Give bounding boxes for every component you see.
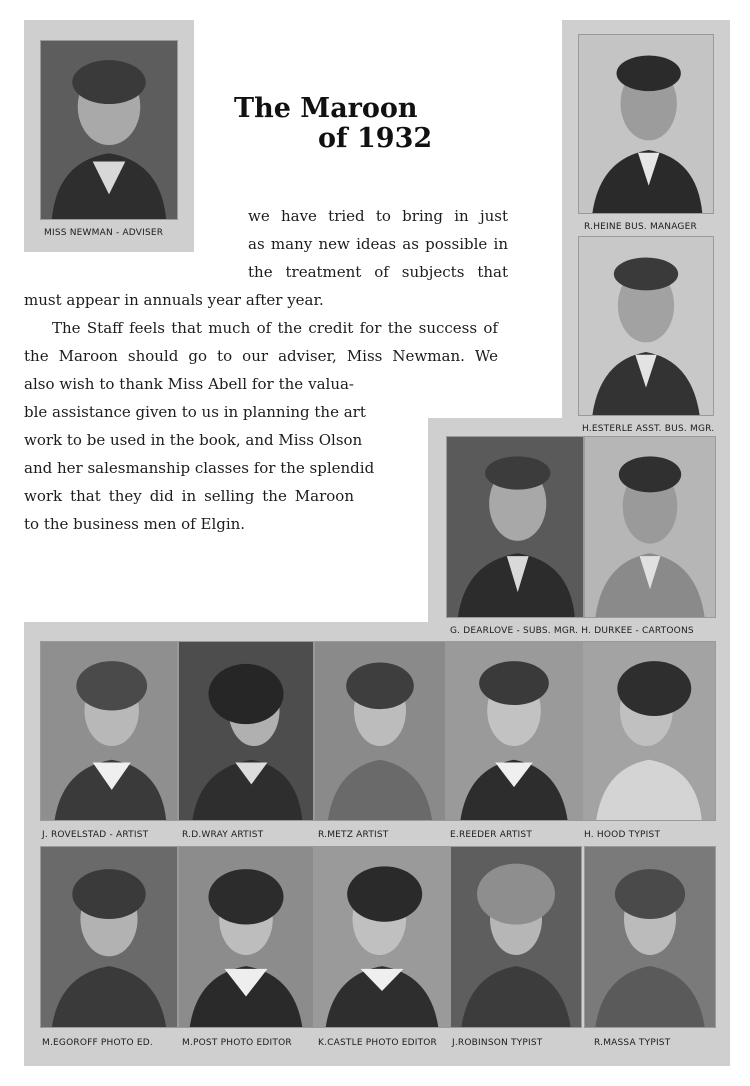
rovelstad-portrait [40, 641, 178, 821]
dearlove-portrait [446, 436, 584, 618]
metz-portrait [314, 641, 446, 821]
adviser-portrait [40, 40, 178, 220]
hood-caption: H. HOOD TYPIST [584, 830, 661, 840]
post-caption: M.POST PHOTO EDITOR [182, 1038, 292, 1048]
body-line: the Maroon should go to our adviser, Miss Newman. We [24, 347, 498, 365]
body-line: and her salesmanship classes for the splendid [24, 459, 375, 477]
massa-portrait [584, 846, 716, 1028]
dearlove-durkee-caption: G. DEARLOVE - SUBS. MGR. H. DURKEE - CARTOONS [450, 626, 694, 636]
massa-caption: R.MASSA TYPIST [594, 1038, 671, 1048]
body-line: work that they did in selling the Maroon [24, 487, 354, 505]
castle-caption: K.CASTLE PHOTO EDITOR [318, 1038, 438, 1048]
hood-portrait [582, 641, 716, 821]
esterle-caption: H.ESTERLE ASST. BUS. MGR. [582, 424, 715, 434]
wray-portrait [178, 641, 314, 821]
reeder-portrait [446, 641, 582, 821]
page-title-line2: of 1932 [318, 123, 433, 154]
body-line: also wish to thank Miss Abell for the valua- [24, 375, 354, 393]
reeder-caption: E.REEDER ARTIST [450, 830, 533, 840]
robinson-caption: J.ROBINSON TYPIST [452, 1038, 543, 1048]
durkee-portrait [584, 436, 716, 618]
heine-caption: R.HEINE BUS. MANAGER [584, 222, 697, 232]
egoroff-caption: M.EGOROFF PHOTO ED. [42, 1038, 153, 1048]
post-portrait [178, 846, 314, 1028]
robinson-portrait [450, 846, 582, 1028]
body-line: The Staff feels that much of the credit for the success of [52, 319, 498, 337]
body-line: we have tried to bring in just [248, 207, 508, 225]
body-line: as many new ideas as possible in [248, 235, 508, 253]
wray-caption: R.D.WRAY ARTIST [182, 830, 264, 840]
body-line: ble assistance given to us in planning the art [24, 403, 366, 421]
castle-portrait [314, 846, 450, 1028]
adviser-caption: MISS NEWMAN - ADVISER [44, 228, 164, 238]
body-line: work to be used in the book, and Miss Olson [24, 431, 363, 449]
body-line: to the business men of Elgin. [24, 515, 246, 533]
page-title-line1: The Maroon [234, 93, 418, 124]
heine-portrait [578, 34, 714, 214]
esterle-portrait [578, 236, 714, 416]
rovelstad-caption: J. ROVELSTAD - ARTIST [42, 830, 149, 840]
body-line: the treatment of subjects that [248, 263, 508, 281]
egoroff-portrait [40, 846, 178, 1028]
metz-caption: R.METZ ARTIST [318, 830, 389, 840]
body-line: must appear in annuals year after year. [24, 291, 324, 309]
